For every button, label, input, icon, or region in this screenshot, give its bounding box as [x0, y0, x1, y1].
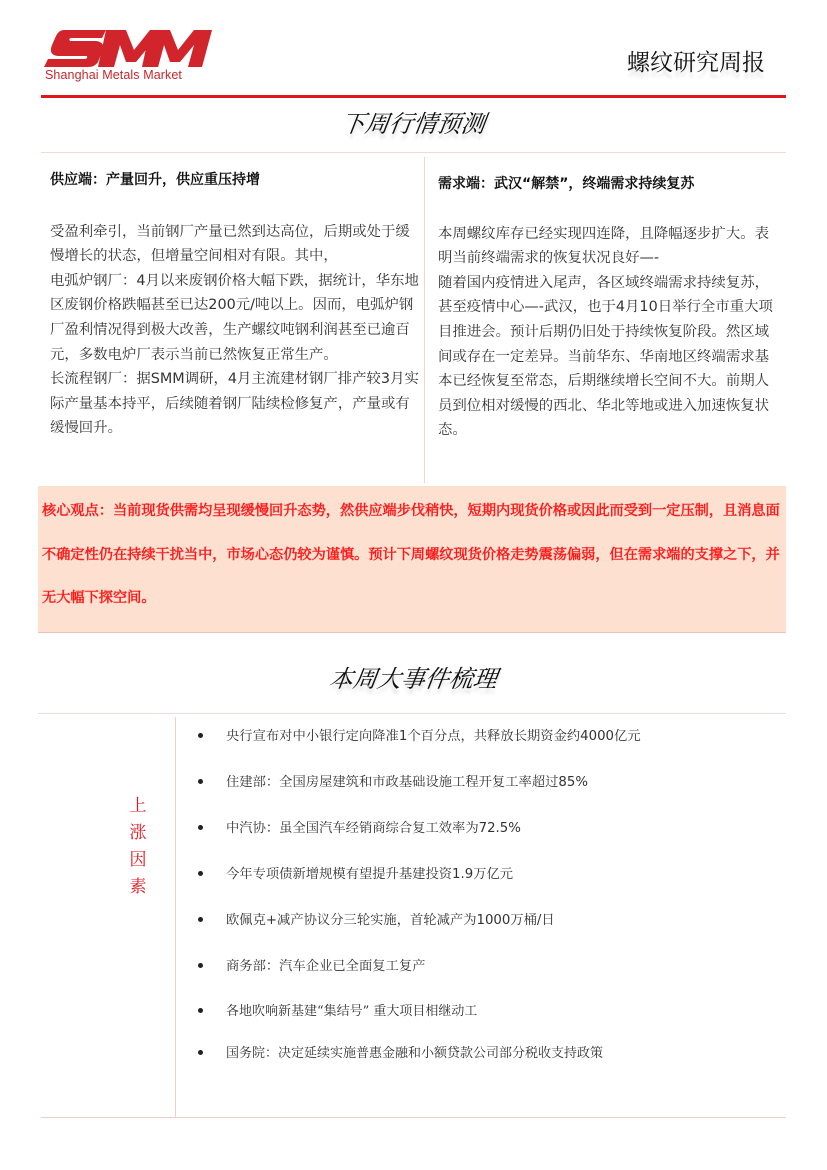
category-char: 素	[129, 877, 147, 897]
event-text: 今年专项债新增规模有望提升基建投资1.9万亿元	[226, 867, 514, 882]
supply-paragraph: 受盈利牵引，当前钢厂产量已然到达高位，后期或处于缓慢增长的状态，但增量空间相对有限。其中，	[50, 223, 410, 265]
bullet-icon	[198, 825, 203, 830]
event-text: 欧佩克+减产协议分三轮实施，首轮减产为1000万桶/日	[226, 913, 555, 928]
logo-subtitle: Shanghai Metals Market	[45, 68, 182, 82]
smm-logo	[44, 28, 214, 86]
core-view-text: 核心观点：当前现货供需均呈现缓慢回升态势，然供应端步伐稍快，短期内现货价格或因此而受到一定压制，且消息面不确定性仍在持续干扰当中，市场心态仍较为谨慎。预计下周螺纹现货价格走势震荡偏弱，但在需求端的支撑之下，并无大幅下探空间。	[42, 503, 780, 606]
event-text: 商务部：汽车企业已全面复工复产	[226, 959, 426, 974]
category-char: 因	[129, 850, 147, 870]
supply-heading: 供应端：产量回升，供应重压持增	[50, 172, 260, 188]
header-divider	[41, 95, 786, 98]
bullet-icon	[198, 871, 203, 876]
events-top-divider	[38, 713, 786, 714]
demand-paragraph: 随着国内疫情进入尾声，各区域终端需求持续复苏，甚至疫情中心—-武汉，也于4月10日举行全市重大项目推进会。预计后期仍旧处于持续恢复阶段。然区域间或存在一定差异。当前华东、华南地区终端需求基本已经恢复至常态，后期继续增长空间不大。前期人员到位相对缓慢的西北、华北等地或进入加速恢复状态。	[438, 274, 773, 439]
bullet-icon	[198, 1050, 203, 1055]
event-text: 国务院：决定延续实施普惠金融和小额贷款公司部分税收支持政策	[226, 1046, 604, 1061]
event-item	[198, 771, 588, 790]
demand-column	[438, 160, 778, 443]
event-item	[198, 909, 555, 928]
forecast-section-title: 下周行情预测	[339, 110, 488, 138]
supply-column	[50, 160, 422, 441]
bullet-icon	[198, 1008, 203, 1013]
events-category-label	[128, 793, 148, 901]
event-item	[198, 1000, 477, 1019]
report-title: 螺纹研究周报	[627, 50, 765, 76]
event-text: 住建部：全国房屋建筑和市政基础设施工程开复工率超过85%	[226, 775, 588, 790]
bullet-icon	[198, 779, 203, 784]
category-char: 上	[129, 796, 147, 816]
event-item	[198, 1042, 603, 1061]
column-divider	[424, 157, 425, 483]
bullet-icon	[198, 733, 203, 738]
core-view-box	[38, 486, 786, 633]
bullet-icon	[198, 963, 203, 968]
events-section-title: 本周大事件梳理	[327, 665, 500, 693]
demand-heading: 需求端：武汉“解禁”，终端需求持续复苏	[438, 176, 695, 192]
events-bottom-divider	[41, 1117, 786, 1118]
event-item	[198, 817, 521, 836]
bullet-icon	[198, 917, 203, 922]
event-text: 央行宣布对中小银行定向降准1个百分点，共释放长期资金约4000亿元	[226, 729, 641, 744]
event-text: 各地吹响新基建“集结号” 重大项目相继动工	[226, 1004, 478, 1019]
event-item	[198, 955, 425, 974]
event-item	[198, 863, 513, 882]
category-char: 涨	[129, 823, 147, 843]
smm-logo-mark-icon	[44, 28, 212, 68]
forecast-top-divider	[41, 152, 786, 153]
event-item	[198, 725, 641, 744]
event-text: 中汽协：虽全国汽车经销商综合复工效率为72.5%	[226, 821, 521, 836]
supply-paragraph: 电弧炉钢厂：4月以来废钢价格大幅下跌，据统计，华东地区废钢价格跌幅甚至已达200元/吨以上。因而，电弧炉钢厂盈利情况得到极大改善，生产螺纹吨钢利润甚至已逾百元，多数电炉厂表示当前已然恢复正常生产。	[50, 272, 419, 363]
events-column-divider	[175, 717, 176, 1117]
supply-paragraph: 长流程钢厂：据SMM调研，4月主流建材钢厂排产较3月实际产量基本持平，后续随着钢厂陆续检修复产，产量或有缓慢回升。	[50, 371, 419, 437]
demand-paragraph: 本周螺纹库存已经实现四连降，且降幅逐步扩大。表明当前终端需求的恢复状况良好—-	[438, 225, 769, 267]
